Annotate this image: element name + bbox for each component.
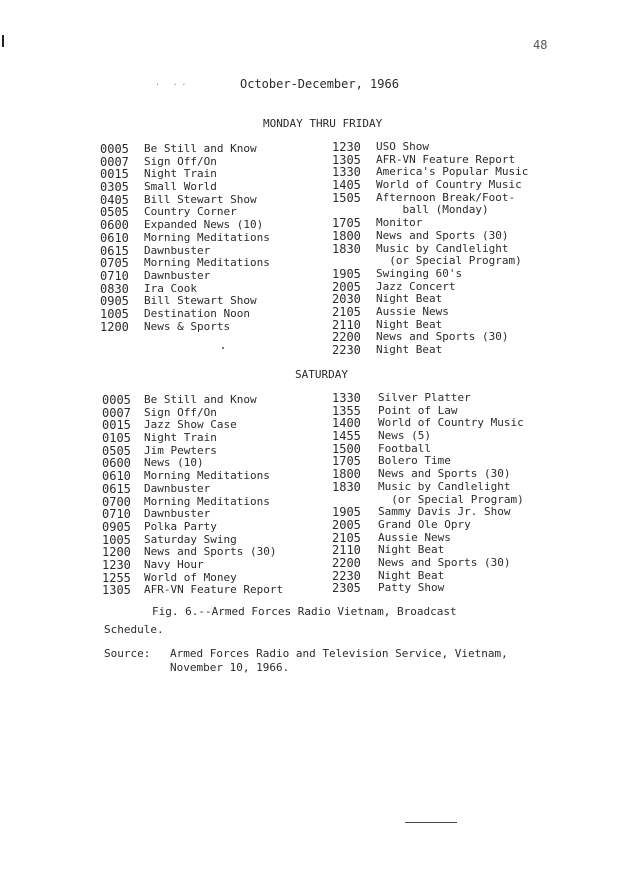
broadcast-time: 0007: [100, 154, 129, 169]
program-name: Night Beat: [376, 317, 443, 331]
broadcast-time: 2110: [332, 543, 361, 558]
program-name: News and Sports (30): [376, 228, 509, 242]
weekday-right-column: [332, 141, 528, 357]
broadcast-time: 1400: [332, 416, 361, 431]
broadcast-time: 2005: [332, 279, 361, 294]
broadcast-time: 2230: [332, 568, 361, 583]
program-name: Dawnbuster: [144, 268, 211, 282]
program-name: Navy Hour: [144, 557, 204, 571]
schedule-row: [100, 308, 270, 321]
schedule-row: [102, 521, 283, 534]
schedule-row: [100, 181, 270, 194]
program-name: Jazz Concert: [376, 279, 456, 293]
program-name: News and Sports (30): [378, 467, 511, 481]
schedule-row: [100, 321, 270, 334]
program-name: Jim Pewters: [144, 443, 217, 457]
broadcast-time: 0610: [100, 230, 129, 245]
program-name: Destination Noon: [144, 306, 250, 320]
program-name: Football: [378, 441, 431, 455]
program-name: Silver Platter: [378, 391, 471, 404]
program-name: Bill Stewart Show: [144, 294, 257, 308]
program-name: Expanded News (10): [144, 218, 264, 232]
broadcast-time: 1405: [332, 178, 361, 193]
program-name: Small World: [144, 180, 217, 194]
broadcast-time: 1905: [332, 505, 361, 520]
program-name: Morning Meditations: [144, 494, 270, 508]
broadcast-time: 1255: [102, 570, 131, 585]
schedule-row: [332, 141, 528, 154]
broadcast-time: 2230: [332, 343, 361, 357]
program-name: Country Corner: [144, 205, 237, 219]
program-name: News (10): [144, 456, 204, 470]
broadcast-time: 1355: [332, 403, 361, 418]
program-name: Point of Law: [378, 403, 458, 417]
program-name: Jazz Show Case: [144, 418, 237, 432]
broadcast-time: 0615: [100, 243, 129, 258]
schedule-row: [332, 430, 524, 443]
saturday-right-column: [332, 392, 524, 595]
broadcast-time: 1905: [332, 266, 361, 281]
broadcast-time: 2005: [332, 517, 361, 532]
broadcast-time: 0405: [100, 192, 129, 207]
broadcast-time: 2110: [332, 317, 361, 332]
schedule-row: [332, 468, 524, 481]
schedule-row: [100, 232, 270, 245]
program-name: Polka Party: [144, 519, 217, 533]
broadcast-time: 1305: [102, 583, 131, 598]
broadcast-time: 1200: [100, 319, 129, 334]
schedule-row: [332, 179, 528, 192]
program-name: ball (Monday): [376, 203, 489, 217]
broadcast-time: 2200: [332, 555, 361, 570]
schedule-row: [332, 217, 528, 230]
broadcast-time: 2305: [332, 581, 361, 596]
schedule-row: [332, 481, 524, 494]
program-name: World of Money: [144, 570, 237, 584]
broadcast-time: 1305: [332, 152, 361, 167]
broadcast-time: 0710: [102, 507, 131, 522]
broadcast-time: 0005: [100, 142, 129, 156]
schedule-row: [102, 483, 283, 496]
program-name: Bill Stewart Show: [144, 192, 257, 206]
program-name: Night Train: [144, 167, 217, 181]
page-number: 48: [533, 38, 548, 52]
broadcast-time: 0015: [100, 167, 129, 182]
program-name: Night Beat: [376, 343, 443, 356]
program-name: (or Special Program): [376, 254, 522, 268]
program-name: World of Country Music: [378, 416, 524, 430]
schedule-row: [102, 508, 283, 521]
broadcast-time: 1500: [332, 441, 361, 456]
broadcast-time: 1800: [332, 467, 361, 482]
program-name: Sign Off/On: [144, 154, 217, 168]
scan-edge-mark: [2, 35, 4, 47]
broadcast-time: 0600: [102, 456, 131, 471]
program-name: Monitor: [376, 216, 423, 230]
schedule-row: [100, 270, 270, 283]
program-name: Aussie News: [378, 530, 451, 544]
broadcast-time: 0505: [102, 443, 131, 458]
broadcast-time: 2105: [332, 530, 361, 545]
schedule-row: [102, 559, 283, 572]
broadcast-time: 0015: [102, 418, 131, 433]
program-name: (or Special Program): [378, 492, 524, 506]
broadcast-time: 1800: [332, 228, 361, 243]
broadcast-time: 0305: [100, 180, 129, 195]
broadcast-time: 0007: [102, 405, 131, 420]
broadcast-time: 1455: [332, 429, 361, 444]
program-name: Night Beat: [378, 543, 445, 557]
program-name: USO Show: [376, 140, 429, 153]
broadcast-time: 1230: [332, 140, 361, 154]
schedule-row: [332, 392, 524, 405]
program-name: Ira Cook: [144, 281, 197, 295]
program-name: News and Sports (30): [144, 545, 277, 559]
program-name: Grand Ole Opry: [378, 517, 471, 531]
broadcast-time: 1505: [332, 190, 361, 205]
broadcast-time: 0005: [102, 393, 131, 407]
broadcast-time: 0710: [100, 268, 129, 283]
weekday-left-column: [100, 143, 270, 333]
schedule-row: [332, 268, 528, 281]
program-name: Patty Show: [378, 581, 445, 595]
program-name: Swinging 60's: [376, 266, 463, 280]
schedule-row: [332, 506, 524, 519]
broadcast-time: 2200: [332, 330, 361, 345]
schedule-period: October-December, 1966: [240, 77, 399, 91]
schedule-row: [332, 230, 528, 243]
saturday-left-column: [102, 394, 283, 597]
program-name: Morning Meditations: [144, 230, 270, 244]
broadcast-time: 1005: [102, 532, 131, 547]
broadcast-time: 0905: [102, 519, 131, 534]
broadcast-time: 0105: [102, 431, 131, 446]
program-name: America's Popular Music: [376, 165, 529, 179]
schedule-row: [100, 143, 270, 156]
schedule-row: [332, 519, 524, 532]
program-name: Dawnbuster: [144, 507, 211, 521]
schedule-row: [332, 582, 524, 595]
broadcast-time: 2030: [332, 292, 361, 307]
program-name: Aussie News: [376, 304, 449, 318]
schedule-row: [332, 344, 528, 357]
scan-speck: [222, 347, 224, 349]
program-name: Night Beat: [376, 292, 443, 306]
program-name: Sign Off/On: [144, 405, 217, 419]
footnote-rule: [405, 822, 457, 823]
program-name: Night Beat: [378, 568, 445, 582]
program-name: Morning Meditations: [144, 469, 270, 483]
broadcast-time: 2105: [332, 304, 361, 319]
figure-caption: Fig. 6.--Armed Forces Radio Vietnam, Broadcast: [152, 605, 457, 618]
schedule-row: [100, 257, 270, 270]
broadcast-time: 1230: [102, 557, 131, 572]
program-name: Music by Candlelight: [376, 241, 509, 255]
broadcast-time: 1830: [332, 479, 361, 494]
program-name: Sammy Davis Jr. Show: [378, 505, 511, 519]
schedule-row: [102, 584, 283, 597]
broadcast-time: 1200: [102, 545, 131, 560]
broadcast-time: 0505: [100, 205, 129, 220]
weekday-heading: MONDAY THRU FRIDAY: [263, 117, 383, 130]
program-name: Dawnbuster: [144, 481, 211, 495]
broadcast-time: 0905: [100, 294, 129, 309]
program-name: Be Still and Know: [144, 393, 257, 406]
broadcast-time: 0615: [102, 481, 131, 496]
source-citation: Armed Forces Radio and Television Service, Vietnam,: [170, 647, 508, 660]
saturday-heading: SATURDAY: [295, 368, 348, 381]
program-name: Afternoon Break/Foot-: [376, 190, 516, 204]
schedule-row: [102, 394, 283, 407]
program-name: News and Sports (30): [378, 555, 511, 569]
program-name: Saturday Swing: [144, 532, 237, 546]
broadcast-time: 0600: [100, 218, 129, 233]
schedule-row: [102, 470, 283, 483]
program-name: World of Country Music: [376, 178, 522, 192]
broadcast-time: 0830: [100, 281, 129, 296]
schedule-row: [332, 306, 528, 319]
program-name: News and Sports (30): [376, 330, 509, 344]
broadcast-time: 1005: [100, 306, 129, 321]
schedule-row: [332, 255, 528, 268]
schedule-row: [100, 219, 270, 232]
program-name: News & Sports: [144, 319, 231, 333]
schedule-row: [332, 557, 524, 570]
program-name: AFR-VN Feature Report: [144, 583, 284, 597]
schedule-row: [332, 204, 528, 217]
schedule-row: [102, 432, 283, 445]
program-name: Night Train: [144, 431, 217, 445]
broadcast-time: 1705: [332, 216, 361, 231]
scan-specks: · ··: [155, 80, 191, 89]
program-name: Be Still and Know: [144, 142, 257, 155]
broadcast-time: 1330: [332, 391, 361, 405]
program-name: Music by Candlelight: [378, 479, 511, 493]
program-name: Dawnbuster: [144, 243, 211, 257]
source-citation-date: November 10, 1966.: [170, 661, 290, 674]
figure-caption-continued: Schedule.: [104, 623, 164, 636]
source-label: Source:: [104, 647, 151, 660]
program-name: AFR-VN Feature Report: [376, 152, 516, 166]
program-name: News (5): [378, 429, 431, 443]
broadcast-time: 1705: [332, 454, 361, 469]
broadcast-time: 1330: [332, 165, 361, 180]
broadcast-time: 0700: [102, 494, 131, 509]
program-name: Bolero Time: [378, 454, 451, 468]
program-name: Morning Meditations: [144, 256, 270, 270]
broadcast-time: 0705: [100, 256, 129, 271]
broadcast-time: 0610: [102, 469, 131, 484]
broadcast-time: 1830: [332, 241, 361, 256]
